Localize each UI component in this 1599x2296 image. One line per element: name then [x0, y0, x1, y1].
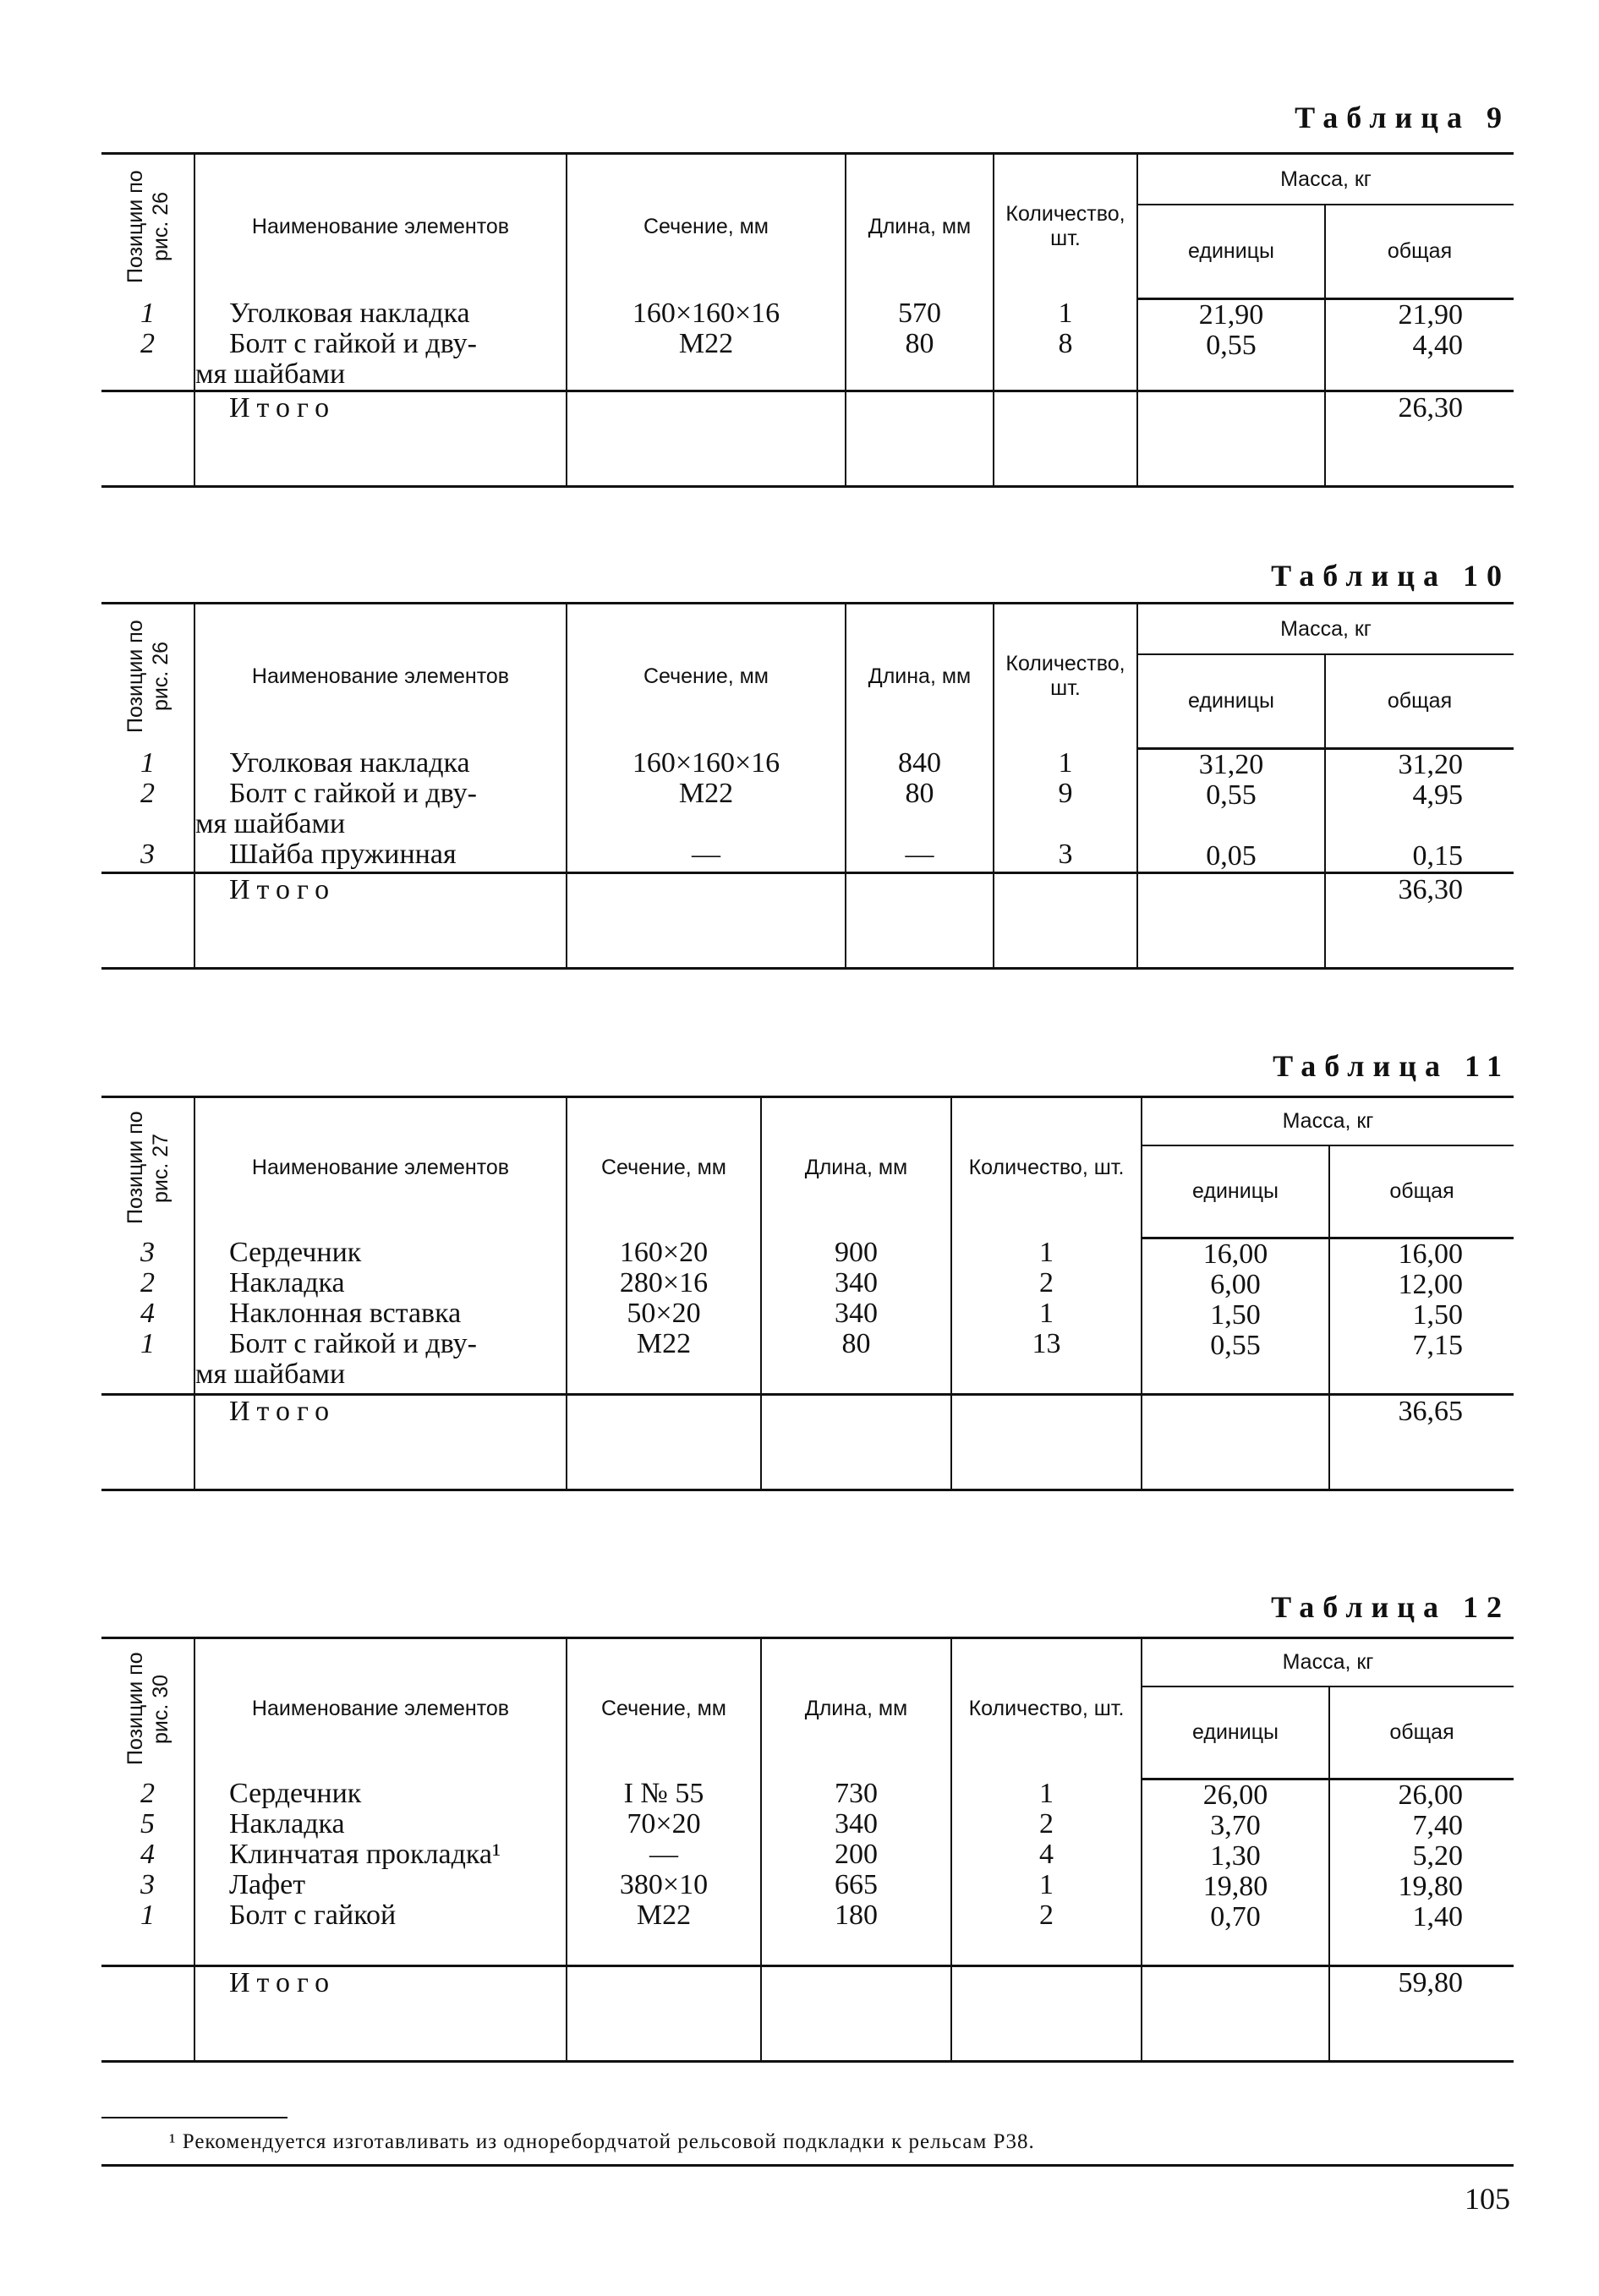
table-10 — [101, 602, 1514, 970]
name-header: Наименование элементов — [194, 1097, 567, 1238]
mass-header: Масса, кг — [1142, 1097, 1514, 1146]
count-column: 1 2 4 1 2 — [951, 1779, 1142, 1966]
section-header: Сечение, мм — [567, 1097, 761, 1238]
section-header: Сечение, мм — [567, 1638, 761, 1779]
mass-total-header: общая — [1329, 1145, 1514, 1238]
mass-unit-column: 26,00 3,70 1,30 19,80 0,70 — [1142, 1779, 1329, 1966]
position-column: 2 5 4 3 1 — [101, 1779, 194, 1966]
mass-header: Масса, кг — [1137, 154, 1514, 205]
total-label: Итого — [194, 391, 567, 487]
footnote: ¹ Рекомендуется изготавливать из одноребордчатой рельсовой подкладки к рельсам Р38. — [169, 2130, 1035, 2153]
position-column: 3 2 4 1 — [101, 1238, 194, 1395]
position-column: 1 2 3 — [101, 748, 194, 872]
mass-header: Масса, кг — [1142, 1638, 1514, 1687]
length-header: Длина, мм — [846, 154, 994, 299]
count-column: 1 2 1 13 — [951, 1238, 1142, 1395]
length-column: 900 340 340 80 — [761, 1238, 951, 1395]
position-header: Позиции по рис. 26 — [101, 154, 194, 299]
total-value: 36,65 — [1398, 1396, 1463, 1427]
table-12-caption: Таблица 12 — [1271, 1590, 1510, 1624]
mass-unit-column: 16,00 6,00 1,50 0,55 — [1142, 1238, 1329, 1395]
table-12 — [101, 1637, 1514, 2063]
footnote-rule — [101, 2117, 287, 2118]
length-column: 570 80 — [846, 298, 994, 391]
count-column: 1 8 — [994, 298, 1137, 391]
mass-unit-column: 21,90 0,55 — [1137, 298, 1325, 391]
length-header: Длина, мм — [761, 1638, 951, 1779]
mass-header: Масса, кг — [1137, 604, 1514, 655]
mass-total-column: 16,00 12,00 1,50 7,15 — [1329, 1238, 1514, 1395]
bottom-rule — [101, 2164, 1514, 2167]
mass-unit-header: единицы — [1142, 1145, 1329, 1238]
table-10-caption: Таблица 10 — [1271, 559, 1510, 593]
count-header: Количество, шт. — [994, 604, 1137, 749]
mass-unit-header: единицы — [1137, 654, 1325, 748]
table-11-caption: Таблица 11 — [1273, 1049, 1510, 1083]
total-value: 59,80 — [1398, 1967, 1463, 1998]
page-number: 105 — [1465, 2182, 1510, 2216]
table-9 — [101, 152, 1514, 488]
table-11 — [101, 1096, 1514, 1491]
mass-total-header: общая — [1329, 1686, 1514, 1779]
total-value: 26,30 — [1398, 392, 1463, 424]
position-header: Позиции по рис. 27 — [101, 1097, 194, 1238]
position-header: Позиции по рис. 30 — [101, 1638, 194, 1779]
name-column: Уголковая накладка Болт с гайкой и дву- мя шайбами — [194, 298, 567, 391]
total-value: 36,30 — [1398, 873, 1463, 905]
mass-total-column: 31,20 4,95 0,15 — [1325, 748, 1514, 872]
total-label: Итого — [194, 872, 567, 968]
length-column: 840 80 — — [846, 748, 994, 872]
name-column: Сердечник Накладка Наклонная вставка Болт с гайкой и дву- мя шайбами — [194, 1238, 567, 1395]
name-header: Наименование элементов — [194, 604, 567, 749]
mass-unit-header: единицы — [1137, 205, 1325, 298]
mass-total-header: общая — [1325, 654, 1514, 748]
total-label: Итого — [194, 1395, 567, 1490]
table-9-caption: Таблица 9 — [1295, 101, 1510, 134]
section-column: 160×160×16 М22 — — [567, 748, 846, 872]
count-header: Количество, шт. — [951, 1097, 1142, 1238]
name-header: Наименование элементов — [194, 1638, 567, 1779]
mass-total-column: 21,90 4,40 — [1325, 298, 1514, 391]
length-header: Длина, мм — [846, 604, 994, 749]
position-column: 1 2 — [101, 298, 194, 391]
length-header: Длина, мм — [761, 1097, 951, 1238]
name-column: Уголковая накладка Болт с гайкой и дву- мя шайбами Шайба пружинная — [194, 748, 567, 872]
total-label: Итого — [194, 1966, 567, 2062]
mass-total-column: 26,00 7,40 5,20 19,80 1,40 — [1329, 1779, 1514, 1966]
length-column: 730 340 200 665 180 — [761, 1779, 951, 1966]
mass-total-header: общая — [1325, 205, 1514, 298]
count-header: Количество, шт. — [951, 1638, 1142, 1779]
section-header: Сечение, мм — [567, 154, 846, 299]
position-header: Позиции по рис. 26 — [101, 604, 194, 749]
section-column: I № 55 70×20 — 380×10 М22 — [567, 1779, 761, 1966]
section-column: 160×20 280×16 50×20 М22 — [567, 1238, 761, 1395]
count-column: 1 9 3 — [994, 748, 1137, 872]
section-header: Сечение, мм — [567, 604, 846, 749]
name-column: Сердечник Накладка Клинчатая прокладка¹ Лафет Болт с гайкой — [194, 1779, 567, 1966]
name-header: Наименование элементов — [194, 154, 567, 299]
mass-unit-column: 31,20 0,55 0,05 — [1137, 748, 1325, 872]
section-column: 160×160×16 М22 — [567, 298, 846, 391]
count-header: Количество, шт. — [994, 154, 1137, 299]
mass-unit-header: единицы — [1142, 1686, 1329, 1779]
